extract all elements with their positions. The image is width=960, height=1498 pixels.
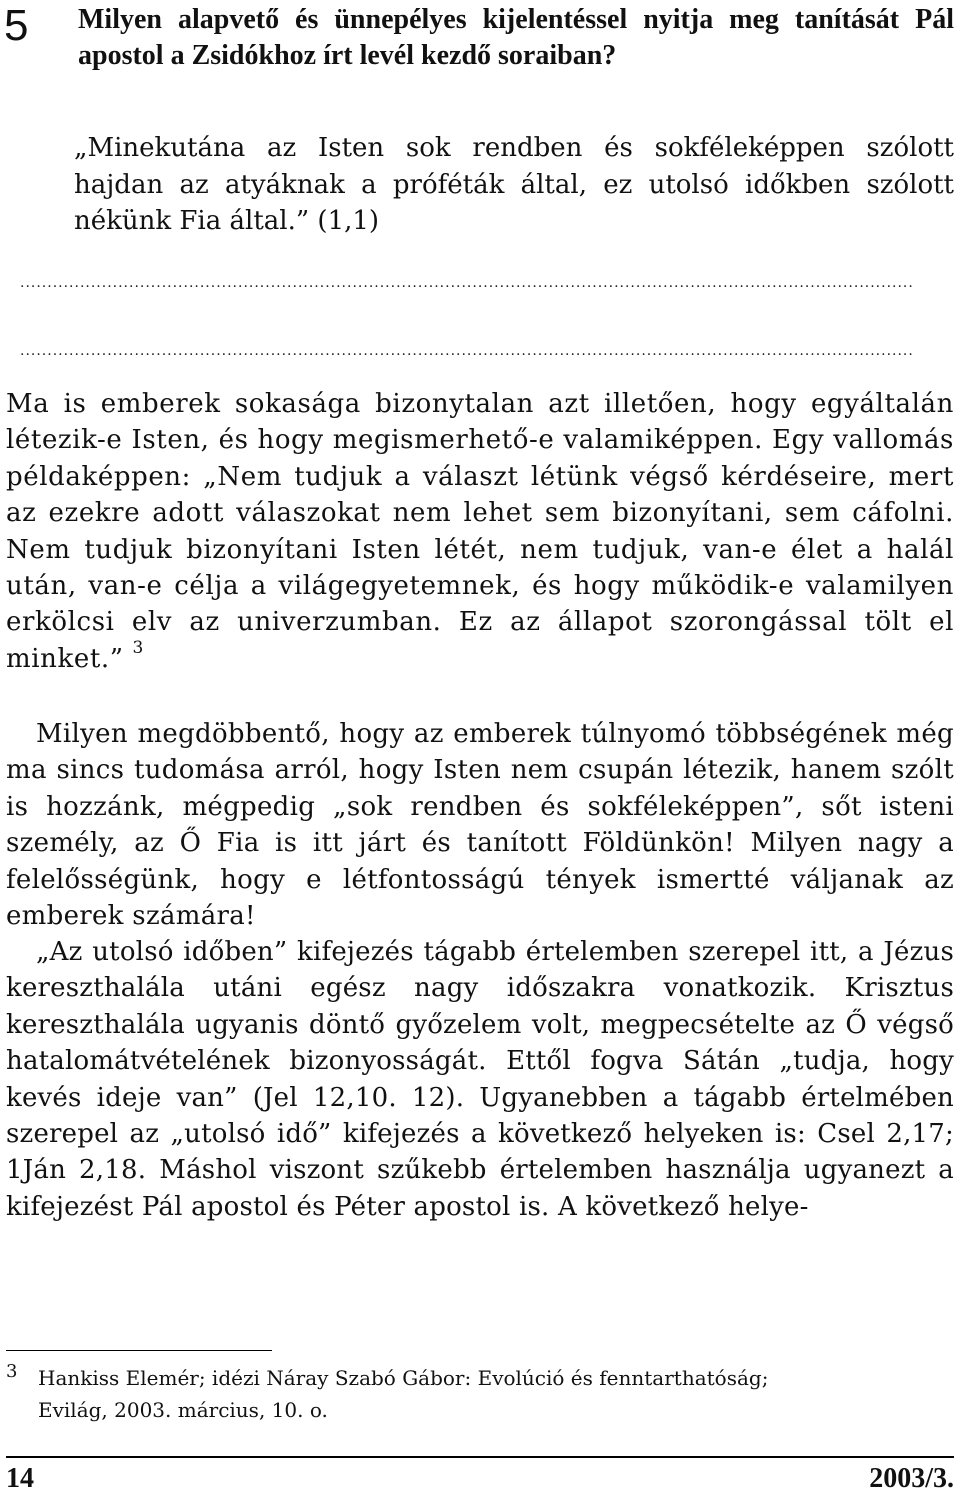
footnote-reference[interactable]: 3 — [132, 637, 144, 658]
footnote-line-2: Evilág, 2003. március, 10. o. — [38, 1398, 328, 1422]
issue-label: 2003/3. — [869, 1463, 954, 1494]
paragraph-2-text: Milyen megdöbbentő, hogy az emberek túlnyomó többségének még ma sincs tudomása arról, hogy Isten nem csupán létezik, hanem szólt is hozzánk, mégpedig „sok rendben és sokféleképpen”, sőt isteni személy, az Ő Fia is itt járt és tanított Földünkön! Milyen nagy a felelősségünk, hogy e létfontosságú tények ismertté váljanak az emberek számára! — [6, 719, 954, 932]
paragraph-1 — [6, 386, 954, 677]
paragraph-3-text: „Az utolsó időben” kifejezés tágabb értelemben szerepel itt, a Jézus kereszthalála utáni egész nagy időszakra vonatkozik. Krisztus kereszthalála ugyanis döntő győzelem volt, megpecsételte az Ő végső hatalomátvételének bizonyosságát. Ettől fogva Sátán „tudja, hogy kevés ideje van” (Jel 12,10. 12). Ugyanebben a tágabb értelmében szerepel az „utolsó idő” kifejezés a következő helyeken is: Csel 2,17; 1Ján 2,18. Máshol viszont szűkebb értelemben használja ugyanezt a kifejezést Pál apostol és Péter apostol is. A következő helye- — [6, 937, 954, 1222]
page-number: 14 — [6, 1463, 34, 1494]
footer-divider — [6, 1456, 954, 1458]
footnote-line-1: Hankiss Elemér; idézi Náray Szabó Gábor: Evolúció és fenntarthatóság; — [38, 1366, 769, 1390]
question-number: 5 — [4, 1, 29, 50]
answer-line-2[interactable]: .................................................................................................................................................................... — [20, 344, 914, 358]
paragraph-2 — [6, 716, 954, 934]
footnote: 3 Hankiss Elemér; idézi Náray Szabó Gábor: Evolúció és fenntarthatóság; Evilág, 2003. március, 10. o. — [6, 1362, 954, 1426]
answer-line-1[interactable]: .................................................................................................................................................................... — [20, 276, 914, 290]
paragraph-1-text: Ma is emberek sokasága bizonytalan azt illetően, hogy egyáltalán létezik-e Isten, és hogy megismerhető-e valamiképpen. Egy vallomás példaképpen: „Nem tudjuk a választ létünk végső kérdéseire, mert az ezekre adott válaszokat nem lehet sem bizonyítani, sem cáfolni. Nem tudjuk bizonyítani Isten létét, nem tudjuk, van-e élet a halál után, van-e célja a világegyetemnek, és hogy működik-e valamilyen erkölcsi elv az univerzumban. Ez az állapot szorongással tölt el minket.” — [6, 389, 954, 674]
paragraph-3 — [6, 934, 954, 1225]
question-text: Milyen alapvető és ünnepélyes kijelentéssel nyitja meg tanítását Pál apostol a Zsidókhoz írt levél kezdő soraiban? — [78, 4, 954, 71]
footnote-divider — [6, 1350, 272, 1351]
scripture-quote: „Minekutána az Isten sok rendben és sokféleképpen szólott hajdan az atyáknak a próféták által, ez utolsó időkben szólott nékünk Fia által.” (1,1) — [74, 133, 954, 236]
